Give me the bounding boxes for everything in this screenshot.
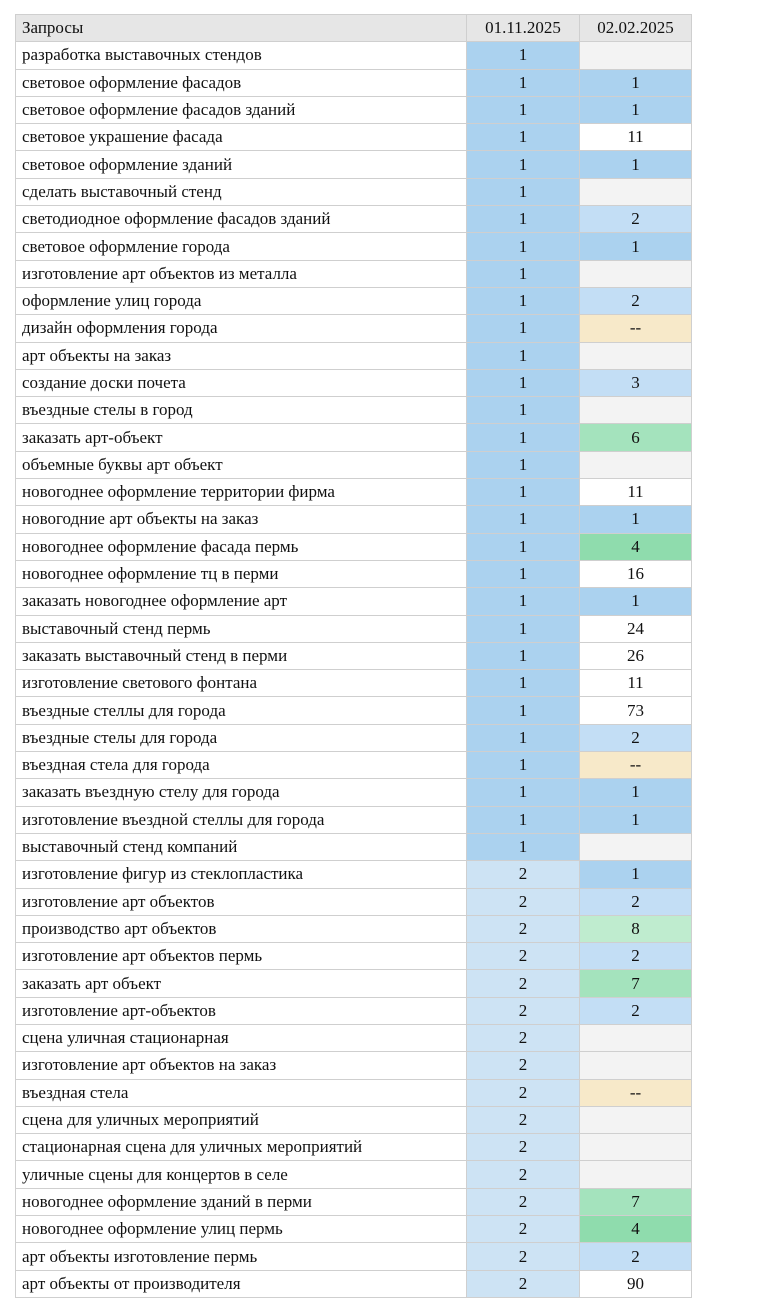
- table-row: [16, 1052, 692, 1079]
- value-cell-date-2[interactable]: [580, 1106, 692, 1133]
- value-cell-date-2[interactable]: 1: [580, 151, 692, 178]
- query-cell[interactable]: новогоднее оформление улиц пермь: [16, 1216, 467, 1243]
- table-row: [16, 615, 692, 642]
- query-cell[interactable]: новогоднее оформление территории фирма: [16, 479, 467, 506]
- value-cell-date-1[interactable]: 2: [467, 888, 580, 915]
- value-cell-date-1[interactable]: 2: [467, 1079, 580, 1106]
- value-cell-date-1[interactable]: 2: [467, 1024, 580, 1051]
- value-cell-date-1[interactable]: 1: [467, 697, 580, 724]
- value-cell-date-2[interactable]: 1: [580, 806, 692, 833]
- table-row: [16, 479, 692, 506]
- table-row: [16, 697, 692, 724]
- query-cell[interactable]: создание доски почета: [16, 369, 467, 396]
- table-row: [16, 369, 692, 396]
- table-row: [16, 1079, 692, 1106]
- table-row: [16, 915, 692, 942]
- table-row: [16, 588, 692, 615]
- query-cell[interactable]: изготовление арт объектов из металла: [16, 260, 467, 287]
- value-cell-date-1[interactable]: 1: [467, 588, 580, 615]
- table-row: [16, 1270, 692, 1297]
- value-cell-date-2[interactable]: [580, 1134, 692, 1161]
- value-cell-date-2[interactable]: [580, 178, 692, 205]
- value-cell-date-1[interactable]: 1: [467, 779, 580, 806]
- value-cell-date-2[interactable]: --: [580, 315, 692, 342]
- query-cell[interactable]: уличные сцены для концертов в селе: [16, 1161, 467, 1188]
- table-row: [16, 1161, 692, 1188]
- value-cell-date-2[interactable]: 1: [580, 861, 692, 888]
- value-cell-date-1[interactable]: 1: [467, 806, 580, 833]
- query-cell[interactable]: заказать новогоднее оформление арт: [16, 588, 467, 615]
- value-cell-date-1[interactable]: 2: [467, 1270, 580, 1297]
- table-row: [16, 1024, 692, 1051]
- query-cell[interactable]: изготовление арт объектов: [16, 888, 467, 915]
- query-cell[interactable]: арт объекты на заказ: [16, 342, 467, 369]
- query-cell[interactable]: въездные стелы в город: [16, 397, 467, 424]
- table-body: [16, 42, 692, 1298]
- value-cell-date-2[interactable]: 2: [580, 287, 692, 314]
- value-cell-date-1[interactable]: 1: [467, 124, 580, 151]
- value-cell-date-2[interactable]: 3: [580, 369, 692, 396]
- value-cell-date-2[interactable]: 1: [580, 96, 692, 123]
- query-cell[interactable]: арт объекты изготовление пермь: [16, 1243, 467, 1270]
- table-row: [16, 1216, 692, 1243]
- value-cell-date-2[interactable]: 7: [580, 970, 692, 997]
- query-cell[interactable]: заказать арт объект: [16, 970, 467, 997]
- value-cell-date-2[interactable]: 4: [580, 1216, 692, 1243]
- query-cell[interactable]: изготовление светового фонтана: [16, 670, 467, 697]
- table-row: [16, 451, 692, 478]
- value-cell-date-1[interactable]: 1: [467, 96, 580, 123]
- value-cell-date-2[interactable]: 6: [580, 424, 692, 451]
- table-row: [16, 178, 692, 205]
- query-cell[interactable]: световое оформление фасадов: [16, 69, 467, 96]
- value-cell-date-2[interactable]: 1: [580, 779, 692, 806]
- query-cell[interactable]: сцена уличная стационарная: [16, 1024, 467, 1051]
- value-cell-date-2[interactable]: 16: [580, 560, 692, 587]
- value-cell-date-1[interactable]: 1: [467, 287, 580, 314]
- table-row: [16, 779, 692, 806]
- value-cell-date-1[interactable]: 2: [467, 997, 580, 1024]
- table-row: [16, 96, 692, 123]
- table-row: [16, 287, 692, 314]
- query-cell[interactable]: въездная стела: [16, 1079, 467, 1106]
- table-header-row: [16, 15, 692, 42]
- query-cell[interactable]: световое украшение фасада: [16, 124, 467, 151]
- table-row: [16, 124, 692, 151]
- query-cell[interactable]: световое оформление зданий: [16, 151, 467, 178]
- query-cell[interactable]: изготовление въездной стеллы для города: [16, 806, 467, 833]
- value-cell-date-1[interactable]: 1: [467, 615, 580, 642]
- table-row: [16, 506, 692, 533]
- value-cell-date-1[interactable]: 2: [467, 1216, 580, 1243]
- table-row: [16, 260, 692, 287]
- query-cell[interactable]: производство арт объектов: [16, 915, 467, 942]
- table-row: [16, 397, 692, 424]
- value-cell-date-1[interactable]: 1: [467, 506, 580, 533]
- table-row: [16, 943, 692, 970]
- query-cell[interactable]: сцена для уличных мероприятий: [16, 1106, 467, 1133]
- query-cell[interactable]: выставочный стенд пермь: [16, 615, 467, 642]
- value-cell-date-1[interactable]: 2: [467, 943, 580, 970]
- value-cell-date-2[interactable]: 2: [580, 943, 692, 970]
- query-cell[interactable]: световое оформление города: [16, 233, 467, 260]
- value-cell-date-2[interactable]: 1: [580, 588, 692, 615]
- value-cell-date-1[interactable]: 1: [467, 342, 580, 369]
- query-cell[interactable]: въездные стеллы для города: [16, 697, 467, 724]
- table-row: [16, 861, 692, 888]
- table-row: [16, 1106, 692, 1133]
- table-row: [16, 970, 692, 997]
- query-cell[interactable]: изготовление арт объектов пермь: [16, 943, 467, 970]
- value-cell-date-1[interactable]: 1: [467, 451, 580, 478]
- table-row: [16, 233, 692, 260]
- query-cell[interactable]: изготовление арт-объектов: [16, 997, 467, 1024]
- query-cell[interactable]: новогодние арт объекты на заказ: [16, 506, 467, 533]
- query-cell[interactable]: выставочный стенд компаний: [16, 833, 467, 860]
- table-row: [16, 560, 692, 587]
- table-row: [16, 670, 692, 697]
- table-row: [16, 424, 692, 451]
- table-row: [16, 533, 692, 560]
- value-cell-date-2[interactable]: [580, 1052, 692, 1079]
- value-cell-date-2[interactable]: 11: [580, 124, 692, 151]
- value-cell-date-2[interactable]: 2: [580, 724, 692, 751]
- value-cell-date-1[interactable]: 2: [467, 970, 580, 997]
- query-cell[interactable]: световое оформление фасадов зданий: [16, 96, 467, 123]
- value-cell-date-2[interactable]: --: [580, 752, 692, 779]
- value-cell-date-2[interactable]: 11: [580, 670, 692, 697]
- table-row: [16, 1243, 692, 1270]
- value-cell-date-2[interactable]: 2: [580, 888, 692, 915]
- table-row: [16, 315, 692, 342]
- queries-table-container: [15, 14, 692, 1298]
- query-cell[interactable]: заказать въездную стелу для города: [16, 779, 467, 806]
- value-cell-date-2[interactable]: 11: [580, 479, 692, 506]
- value-cell-date-2[interactable]: [580, 1161, 692, 1188]
- value-cell-date-2[interactable]: 1: [580, 506, 692, 533]
- query-cell[interactable]: заказать арт-объект: [16, 424, 467, 451]
- table-row: [16, 997, 692, 1024]
- value-cell-date-1[interactable]: 1: [467, 642, 580, 669]
- query-cell[interactable]: дизайн оформления города: [16, 315, 467, 342]
- value-cell-date-1[interactable]: 2: [467, 1106, 580, 1133]
- query-cell[interactable]: стационарная сцена для уличных мероприятий: [16, 1134, 467, 1161]
- value-cell-date-2[interactable]: 24: [580, 615, 692, 642]
- value-cell-date-1[interactable]: 2: [467, 1188, 580, 1215]
- value-cell-date-1[interactable]: 1: [467, 533, 580, 560]
- table-row: [16, 642, 692, 669]
- table-row: [16, 42, 692, 69]
- value-cell-date-1[interactable]: 2: [467, 1134, 580, 1161]
- value-cell-date-1[interactable]: 2: [467, 861, 580, 888]
- value-cell-date-2[interactable]: [580, 342, 692, 369]
- value-cell-date-2[interactable]: 2: [580, 1243, 692, 1270]
- value-cell-date-1[interactable]: 2: [467, 1161, 580, 1188]
- table-row: [16, 1188, 692, 1215]
- value-cell-date-1[interactable]: 2: [467, 1243, 580, 1270]
- value-cell-date-1[interactable]: 1: [467, 724, 580, 751]
- query-cell[interactable]: арт объекты от производителя: [16, 1270, 467, 1297]
- table-row: [16, 752, 692, 779]
- query-cell[interactable]: разработка выставочных стендов: [16, 42, 467, 69]
- query-cell[interactable]: новогоднее оформление тц в перми: [16, 560, 467, 587]
- value-cell-date-2[interactable]: [580, 260, 692, 287]
- value-cell-date-1[interactable]: 1: [467, 260, 580, 287]
- table-row: [16, 724, 692, 751]
- value-cell-date-2[interactable]: 1: [580, 233, 692, 260]
- value-cell-date-1[interactable]: 1: [467, 424, 580, 451]
- value-cell-date-1[interactable]: 1: [467, 151, 580, 178]
- value-cell-date-1[interactable]: 1: [467, 369, 580, 396]
- value-cell-date-1[interactable]: 1: [467, 670, 580, 697]
- value-cell-date-2[interactable]: [580, 397, 692, 424]
- value-cell-date-2[interactable]: [580, 42, 692, 69]
- value-cell-date-1[interactable]: 2: [467, 915, 580, 942]
- value-cell-date-2[interactable]: 8: [580, 915, 692, 942]
- value-cell-date-2[interactable]: 1: [580, 69, 692, 96]
- query-cell[interactable]: новогоднее оформление фасада пермь: [16, 533, 467, 560]
- value-cell-date-2[interactable]: 4: [580, 533, 692, 560]
- table-row: [16, 888, 692, 915]
- query-cell[interactable]: сделать выставочный стенд: [16, 178, 467, 205]
- value-cell-date-2[interactable]: [580, 451, 692, 478]
- value-cell-date-1[interactable]: 1: [467, 206, 580, 233]
- query-cell[interactable]: изготовление арт объектов на заказ: [16, 1052, 467, 1079]
- query-cell[interactable]: светодиодное оформление фасадов зданий: [16, 206, 467, 233]
- value-cell-date-2[interactable]: --: [580, 1079, 692, 1106]
- header-date-2[interactable]: 02.02.2025: [580, 15, 692, 42]
- value-cell-date-2[interactable]: [580, 833, 692, 860]
- header-date-1[interactable]: 01.11.2025: [467, 15, 580, 42]
- value-cell-date-2[interactable]: 26: [580, 642, 692, 669]
- table-row: [16, 206, 692, 233]
- query-cell[interactable]: заказать выставочный стенд в перми: [16, 642, 467, 669]
- value-cell-date-1[interactable]: 2: [467, 1052, 580, 1079]
- query-cell[interactable]: въездная стела для города: [16, 752, 467, 779]
- value-cell-date-1[interactable]: 1: [467, 178, 580, 205]
- table-row: [16, 806, 692, 833]
- value-cell-date-1[interactable]: 1: [467, 560, 580, 587]
- query-cell[interactable]: оформление улиц города: [16, 287, 467, 314]
- value-cell-date-2[interactable]: [580, 1024, 692, 1051]
- query-cell[interactable]: въездные стелы для города: [16, 724, 467, 751]
- value-cell-date-1[interactable]: 1: [467, 233, 580, 260]
- value-cell-date-1[interactable]: 1: [467, 397, 580, 424]
- value-cell-date-1[interactable]: 1: [467, 752, 580, 779]
- value-cell-date-2[interactable]: 2: [580, 997, 692, 1024]
- value-cell-date-2[interactable]: 2: [580, 206, 692, 233]
- query-cell[interactable]: изготовление фигур из стеклопластика: [16, 861, 467, 888]
- value-cell-date-1[interactable]: 1: [467, 42, 580, 69]
- table-row: [16, 1134, 692, 1161]
- value-cell-date-1[interactable]: 1: [467, 479, 580, 506]
- value-cell-date-2[interactable]: 90: [580, 1270, 692, 1297]
- value-cell-date-2[interactable]: 7: [580, 1188, 692, 1215]
- query-cell[interactable]: объемные буквы арт объект: [16, 451, 467, 478]
- value-cell-date-1[interactable]: 1: [467, 833, 580, 860]
- value-cell-date-1[interactable]: 1: [467, 69, 580, 96]
- table-row: [16, 833, 692, 860]
- value-cell-date-1[interactable]: 1: [467, 315, 580, 342]
- table-row: [16, 69, 692, 96]
- query-cell[interactable]: новогоднее оформление зданий в перми: [16, 1188, 467, 1215]
- value-cell-date-2[interactable]: 73: [580, 697, 692, 724]
- table-row: [16, 342, 692, 369]
- header-queries[interactable]: Запросы: [16, 15, 467, 42]
- table-row: [16, 151, 692, 178]
- queries-table: [15, 14, 692, 1298]
